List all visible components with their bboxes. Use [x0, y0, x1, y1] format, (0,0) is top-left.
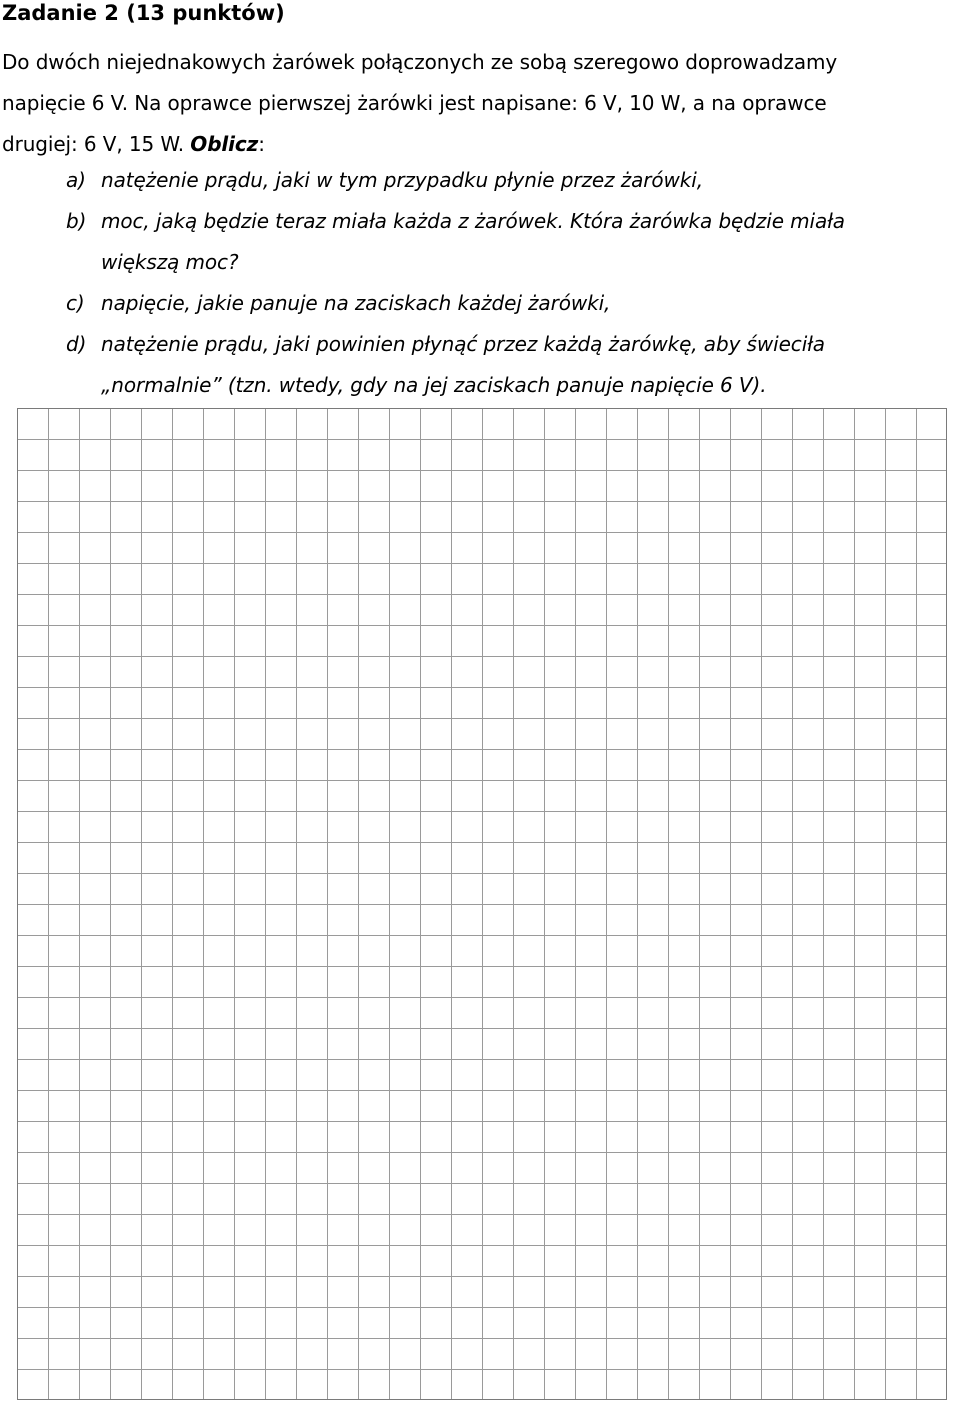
task-row — [66, 201, 845, 242]
task-item-b — [66, 201, 845, 283]
command-colon: : — [258, 132, 265, 156]
task-text: napięcie, jakie panuje na zaciskach każdej żarówki, — [101, 291, 611, 315]
answer-grid[interactable] — [17, 408, 947, 1400]
task-row — [66, 324, 845, 365]
task-label: a) — [66, 168, 86, 192]
task-label: d) — [66, 332, 87, 356]
task-row-continued: większą moc? — [101, 250, 239, 274]
task-list — [66, 160, 845, 406]
task-label: b) — [66, 209, 87, 233]
task-text: natężenie prądu, jaki powinien płynąć przez każdą żarówkę, aby świeciła — [101, 332, 825, 356]
task-title: Zadanie 2 (13 punktów) — [2, 1, 285, 25]
task-label: c) — [66, 291, 85, 315]
task-item-c — [66, 283, 845, 324]
task-intro — [2, 42, 837, 165]
task-row — [66, 283, 845, 324]
task-item-d — [66, 324, 845, 406]
intro-line-3 — [2, 124, 837, 165]
task-item-a — [66, 160, 845, 201]
intro-line-3-text: drugiej: 6 V, 15 W. — [2, 132, 185, 156]
task-text: moc, jaką będzie teraz miała każda z żarówek. Która żarówka będzie miała — [101, 209, 845, 233]
intro-line-2: napięcie 6 V. Na oprawce pierwszej żarówki jest napisane: 6 V, 10 W, a na oprawce — [2, 91, 827, 115]
task-row-continued: „normalnie” (tzn. wtedy, gdy na jej zaciskach panuje napięcie 6 V). — [101, 373, 767, 397]
task-text: natężenie prądu, jaki w tym przypadku płynie przez żarówki, — [101, 168, 704, 192]
intro-line-1: Do dwóch niejednakowych żarówek połączonych ze sobą szeregowo doprowadzamy — [2, 50, 838, 74]
task-row — [66, 160, 845, 201]
command-word: Oblicz — [190, 132, 259, 156]
